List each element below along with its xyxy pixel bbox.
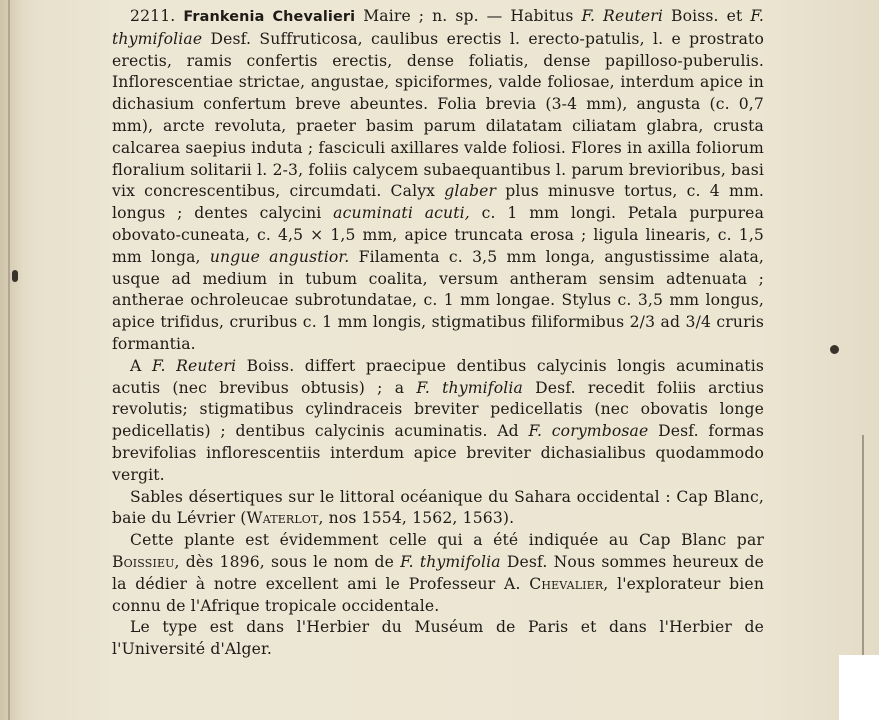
binding-line-left bbox=[8, 0, 10, 720]
ungue-term: ungue angustior. bbox=[209, 247, 350, 266]
ref2-species: thymifoliae bbox=[112, 29, 203, 48]
comparison-text: A bbox=[130, 356, 142, 375]
comparison-text: Desf. formas brevifolias inflorescentiis interdum apice breviter dichasialibus quodammodo vergit. bbox=[112, 422, 764, 484]
page-left-edge bbox=[0, 0, 22, 720]
species-name: Frankenia Chevalieri bbox=[183, 9, 356, 25]
comparison-text: Boiss. differt praecipue dentibus calycinis longis acuminatis acutis (nec brevibus obtusis) ; a bbox=[112, 356, 765, 397]
acuminati-term: acuminati acuti, bbox=[333, 204, 470, 223]
ink-speck bbox=[830, 345, 839, 354]
taxon-name: F. Reuteri bbox=[151, 356, 237, 375]
collector-name: Waterlot bbox=[246, 509, 319, 528]
remark-text: , l'explorateur bien connu de l'Afrique tropicale occidentale. bbox=[112, 574, 765, 615]
locality-text: , nos 1554, 1562, 1563). bbox=[318, 509, 515, 528]
person-name: Chevalier bbox=[529, 574, 604, 593]
taxon-name: F. corymbosae bbox=[528, 422, 649, 441]
ref1-species: Reuteri bbox=[603, 7, 664, 25]
ref1-genus: F. bbox=[581, 7, 596, 25]
author-part: Maire ; n. sp. — Habitus bbox=[363, 7, 574, 25]
glaber-term: glaber bbox=[444, 182, 497, 201]
species-description bbox=[112, 6, 764, 356]
description-text-3: c. 1 mm longi. Petala purpurea obovato-cuneata, c. 4,5 × 1,5 mm, apice truncata erosa ; ligula linearis, c. 1,5 mm longa, bbox=[112, 204, 765, 266]
ref2-genus: F. bbox=[750, 7, 764, 25]
taxon-name: F. thymifolia bbox=[400, 552, 501, 571]
ref1-author: Boiss. et bbox=[670, 7, 743, 25]
type-note: Le type est dans l'Herbier du Muséum de Paris et dans l'Herbier de l'Université d'Alger. bbox=[112, 618, 764, 659]
locality-paragraph bbox=[112, 487, 764, 531]
taxon-name: F. thymifolia bbox=[416, 378, 523, 397]
description-text-1: Desf. Suffruticosa, caulibus erectis l. erecto-patulis, l. e prostrato erectis, ramis confertis erectis, dense foliatis, dense papilloso-puberulis. Inflorescentiae strictae, angustae, spiciformes, valde foliosae, interdum apice in dichasium confertum breve abeuntes. Folia brevia (3-4 mm), angusta (c. 0,7 mm), arcte revoluta, praeter basim parum dilatatam ciliatam glabra, crusta calcarea saepius induta ; fasciculi axillares valde foliosi. Flores in axilla foliorum floralium solitarii l. 2-3, foliis calycem subaequantibus l. parum brevioribus, basi vix concrescentibus, circumdati. Calyx bbox=[112, 29, 764, 201]
remark-paragraph bbox=[112, 530, 764, 617]
locality-text: Sables désertiques sur le littoral océanique du Sahara occidental : Cap Blanc, baie du Lévrier ( bbox=[112, 487, 764, 528]
scan-margin bbox=[839, 655, 879, 720]
description-text-2: plus minusve tortus, c. 4 mm. longus ; dentes calycini bbox=[112, 182, 764, 223]
entry-number: 2211. bbox=[130, 7, 176, 25]
remark-text: , dès 1896, sous le nom de bbox=[174, 552, 395, 571]
ink-speck bbox=[12, 270, 18, 282]
description-text-4: Filamenta c. 3,5 mm longa, angustissime alata, usque ad medium in tubum coalita, versum antheram sensim adtenuata ; antherae ochroleucae subrotundatae, c. 1 mm longae. Stylus c. 3,5 mm longus, apice trifidus, cruribus c. 1 mm longis, stigmatibus filiformibus 2/3 ad 3/4 cruris formantia. bbox=[112, 247, 765, 353]
document-text bbox=[112, 6, 764, 661]
remark-text: Desf. Nous sommes heureux de la dédier à notre excellent ami le Professeur A. bbox=[112, 552, 765, 593]
comparison-paragraph bbox=[112, 356, 764, 487]
comparison-text: Desf. recedit foliis arctius revolutis; stigmatibus cylindraceis breviter pedicellatis (nec obovatis longe pedicellatis) ; dentibus calycinis acuminatis. Ad bbox=[112, 378, 765, 441]
remark-text: Cette plante est évidemment celle qui a été indiquée au Cap Blanc par bbox=[130, 531, 764, 550]
author-name: Boissieu bbox=[112, 552, 175, 571]
